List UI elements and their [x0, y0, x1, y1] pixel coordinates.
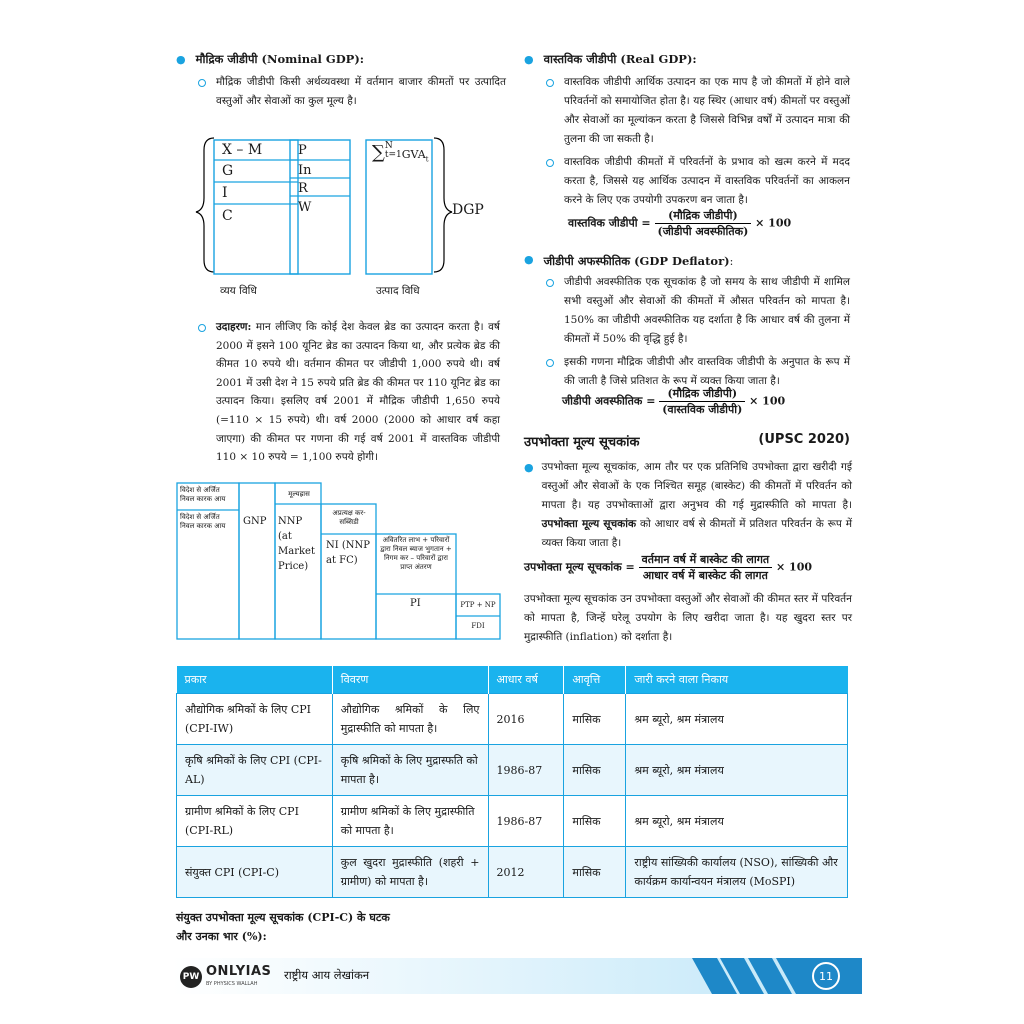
table-row	[177, 796, 848, 847]
cpi-c-components-caption: संयुक्त उपभोक्ता मूल्य सूचकांक (CPI-C) के घटक और उनका भार (%):	[176, 911, 390, 943]
example-body: मान लीजिए कि कोई देश केवल ब्रेड का उत्पादन करता है। वर्ष 2000 में इसने 100 यूनिट ब्रेड का उत्पादन किया था, और प्रत्येक ब्रेड की कीमत 10 रुपये थी। वर्तमान कीमत पर जीडीपी 1,000 रुपये थी। वर्ष 2001 में उसी देश ने 15 रुपये प्रति ब्रेड की कीमत पर 110 यूनिट ब्रेड का उत्पादन किया। इसलिए वर्ष 2001 में मौद्रिक जीडीपी 1,650 रुपये (=110 × 15 रुपये) थी। वर्ष 2000 (2000 को आधार वर्ष कहा जाएगा) की कीमत पर गणना की गई वर्ष 2001 में वास्तविक जीडीपी 110 × 10 रुपये = 1,100 रुपये होगी।	[216, 321, 501, 464]
table-cell: ग्रामीण श्रमिकों के लिए मुद्रास्फीति को मापता है।	[332, 796, 488, 847]
ni-label: NI (NNP at FC)	[326, 540, 371, 566]
table-cell: मासिक	[564, 796, 626, 847]
real-gdp-heading: वास्तविक जीडीपी (Real GDP):	[543, 52, 697, 66]
table-cell: 2016	[488, 694, 564, 745]
fdi-label: FDI	[471, 622, 485, 630]
gnp-label: GNP	[243, 516, 267, 527]
col-header-issuer: जारी करने वाला निकाय	[626, 666, 848, 694]
table-cell: ग्रामीण श्रमिकों के लिए CPI (CPI-RL)	[177, 796, 333, 847]
nnp-label: NNP (at Market Price)	[278, 516, 315, 572]
table-cell: कुल खुदरा मुद्रास्फीति (शहरी + ग्रामीण) को मापता है।	[332, 847, 488, 898]
expenditure-item: C	[222, 208, 233, 224]
footer-band-graphic	[172, 958, 862, 994]
table-cell: राष्ट्रीय सांख्यिकी कार्यालय (NSO), सांख्यिकी और कार्यक्रम कार्यान्वयन मंत्रालय (MoSPI)	[626, 847, 848, 898]
table-cell: 2012	[488, 847, 564, 898]
income-item: In	[298, 163, 312, 178]
income-item: R	[298, 181, 308, 196]
table-cell: 1986-87	[488, 796, 564, 847]
real-gdp-formula: वास्तविक जीडीपी = $\frac{\text{(मौद्रिक जीडीपी)}}{\text{(जीडीपी अवस्फीतिक)}}$ × 100	[568, 209, 792, 238]
gdp-deflator-formula: जीडीपी अवस्फीतिक = $\frac{\text{(मौद्रिक जीडीपी)}}{\text{(वास्तविक जीडीपी)}}$ × 100	[562, 387, 786, 416]
cpi-retail-text: उपभोक्ता मूल्य सूचकांक उन उपभोक्ता वस्तुओं और सेवाओं की कीमत स्तर में परिवर्तन को मापता है, जिन्हें घरेलू उपयोग के लिए खरीदा जाता है। यह खुदरा स्तर पर मुद्रास्फीति (inflation) को दर्शाता है।	[524, 593, 852, 643]
table-cell: मासिक	[564, 847, 626, 898]
table-cell: कृषि श्रमिकों के लिए मुद्रास्फति को मापता है।	[332, 745, 488, 796]
table-row	[177, 694, 848, 745]
gdp-deflator-section: ● जीडीपी अफस्फीतिक (GDP Deflator): जीडीपी अवस्फीतिक एक सूचकांक है जो समय के साथ जीडीपी में शामिल सभी वस्तुओं और सेवाओं की कीमतों में औसत परिवर्तन को मापता है। 150% का जीडीपी अवस्फीतिक यह दर्शाता है कि आधार वर्ष की तुलना में कीमतों में 50% की वृद्धि हुई है। इसकी गणना मौद्रिक जीडीपी और वास्तविक जीडीपी के अनुपात के रूप में की जाती है जिसे प्रतिशत के रूप में व्यक्त किया जाता है।	[524, 250, 854, 391]
table-row	[177, 745, 848, 796]
real-gdp-section	[524, 52, 854, 210]
expenditure-method-label: व्यय विधि	[220, 285, 257, 297]
bullet-icon: ●	[524, 53, 534, 66]
col-header-frequency: आवृत्ति	[564, 666, 626, 694]
gdp-deflator-p2: इसकी गणना मौद्रिक जीडीपी और वास्तविक जीडीपी के अनुपात के रूप में की जाती है जिसे प्रतिशत के रूप में व्यक्त किया जाता है।	[564, 356, 850, 387]
gdp-methods-diagram	[194, 136, 504, 300]
brand-subtitle: BY PHYSICS WALLAH	[206, 981, 258, 987]
table-cell: मासिक	[564, 745, 626, 796]
nominal-gdp-section	[176, 52, 506, 111]
chapter-title: राष्ट्रीय आय लेखांकन	[284, 968, 370, 982]
cpi-types-table	[176, 666, 848, 898]
table-cell: श्रम ब्यूरो, श्रम मंत्रालय	[626, 796, 848, 847]
gdp-deflator-heading: जीडीपी अफस्फीतिक (GDP Deflator)	[543, 254, 730, 268]
example-text	[216, 318, 500, 467]
table-cell: श्रम ब्यूरो, श्रम मंत्रालय	[626, 694, 848, 745]
upsc-tag: (UPSC 2020)	[758, 432, 850, 447]
bullet-icon: ●	[524, 253, 534, 266]
national-income-staircase	[176, 482, 506, 640]
expenditure-item: I	[222, 185, 228, 201]
table-row	[177, 847, 848, 898]
expenditure-item: G	[222, 163, 234, 179]
sub-bullet-icon	[546, 79, 554, 87]
undistributed-profit-label: अवितरित लाभ + परिवारों द्वारा निवल ब्याज भुगतान + निगम कर – परिवारों द्वारा प्राप्त अंतरण	[380, 536, 452, 571]
product-method-label: उत्पाद विधि	[376, 285, 420, 297]
col-header-type: प्रकार	[177, 666, 333, 694]
dgp-label: DGP	[452, 202, 484, 218]
sub-bullet-icon	[546, 279, 554, 287]
pi-label: PI	[410, 598, 421, 609]
sub-bullet-icon	[546, 359, 554, 367]
cpi-definition	[524, 458, 852, 553]
bullet-icon: ●	[524, 461, 534, 474]
page-footer	[172, 958, 862, 994]
example-block	[198, 318, 502, 467]
income-item: P	[298, 143, 307, 158]
brace-graphic	[194, 136, 504, 300]
example-label: उदाहरण:	[216, 321, 252, 333]
table-cell: 1986-87	[488, 745, 564, 796]
page-number: 11	[812, 962, 840, 990]
gva-summation: ∑N $t=1GVA_t$	[372, 141, 429, 164]
nfia-bottom: विदेश से अर्जित निवल कारक आय	[180, 513, 226, 530]
real-gdp-p1: वास्तविक जीडीपी आर्थिक उत्पादन का एक माप है जो कीमतों में होने वाले परिवर्तनों को समायोजित होता है। यह स्थिर (आधार वर्ष) कीमतों पर वस्तुओं और सेवाओं का मूल्यांकन करता है जिससे विभिन्न वर्षों में उत्पादन मात्रा की तुलना की जा सकती है।	[564, 76, 850, 145]
table-cell: श्रम ब्यूरो, श्रम मंत्रालय	[626, 745, 848, 796]
col-header-base-year: आधार वर्ष	[488, 666, 564, 694]
sub-bullet-icon	[546, 159, 554, 167]
bullet-icon: ●	[176, 53, 186, 66]
nfia-top: विदेश से अर्जित निवल कारक आय	[180, 486, 226, 503]
income-item: W	[298, 200, 312, 215]
sub-bullet-icon	[198, 79, 206, 87]
gdp-deflator-p1: जीडीपी अवस्फीतिक एक सूचकांक है जो समय के साथ जीडीपी में शामिल सभी वस्तुओं और सेवाओं की कीमतों में औसत परिवर्तन को मापता है। 150% का जीडीपी अवस्फीतिक यह दर्शाता है कि आधार वर्ष की तुलना में कीमतों में 50% की वृद्धि हुई है।	[564, 276, 850, 345]
table-cell: औद्योगिक श्रमिकों के लिए मुद्रास्फीति को मापता है।	[332, 694, 488, 745]
table-cell: कृषि श्रमिकों के लिए CPI (CPI-AL)	[177, 745, 333, 796]
col-header-description: विवरण	[332, 666, 488, 694]
sub-bullet-icon	[198, 324, 206, 332]
brand-name: ONLYIAS	[206, 964, 272, 979]
nominal-gdp-heading: मौद्रिक जीडीपी (Nominal GDP):	[195, 52, 365, 66]
depreciation-label: मूल्यह्रास	[288, 490, 310, 498]
ptp-np-label: PTP + NP	[460, 601, 496, 609]
pw-logo-icon: PW	[180, 966, 202, 988]
cpi-title: उपभोक्ता मूल्य सूचकांक	[524, 435, 640, 450]
cpi-definition-text: उपभोक्ता मूल्य सूचकांक, आम तौर पर एक प्रतिनिधि उपभोक्ता द्वारा खरीदी गई वस्तुओं और सेवाओं के एक निश्चित समूह (बास्केट) की कीमतों में परिवर्तन को मापता है। यह उपभोक्ताओं द्वारा अनुभव की गई मुद्रास्फीति को मापता है। उपभोक्ता मूल्य सूचकांक को आधार वर्ष से कीमतों में प्रतिशत परिवर्तन के रूप में व्यक्त किया जाता है।	[541, 461, 853, 549]
table-cell: औद्योगिक श्रमिकों के लिए CPI (CPI-IW)	[177, 694, 333, 745]
indirect-tax-label: अप्रत्यक्ष कर- सब्सिडी	[332, 509, 366, 526]
real-gdp-p2: वास्तविक जीडीपी कीमतों में परिवर्तनों के प्रभाव को खत्म करने में मदद करता है, जिससे यह आर्थिक उत्पादन में वास्तविक परिवर्तनों का आकलन करने के लिए एक उपयोगी उपकरण बन जाता है।	[564, 156, 850, 206]
table-cell: मासिक	[564, 694, 626, 745]
expenditure-item: X – M	[222, 142, 263, 158]
nominal-gdp-text: मौद्रिक जीडीपी किसी अर्थव्यवस्था में वर्तमान बाजार कीमतों पर उत्पादित वस्तुओं और सेवाओं का कुल मूल्य है।	[216, 76, 506, 107]
cpi-title-row	[524, 432, 850, 450]
cpi-formula: उपभोक्ता मूल्य सूचकांक = $\frac{\text{वर्तमान वर्ष में बास्केट की लागत}}{\text{आधार वर्ष में बास्केट की लागत}}$ × 100	[524, 553, 813, 582]
table-cell: संयुक्त CPI (CPI-C)	[177, 847, 333, 898]
